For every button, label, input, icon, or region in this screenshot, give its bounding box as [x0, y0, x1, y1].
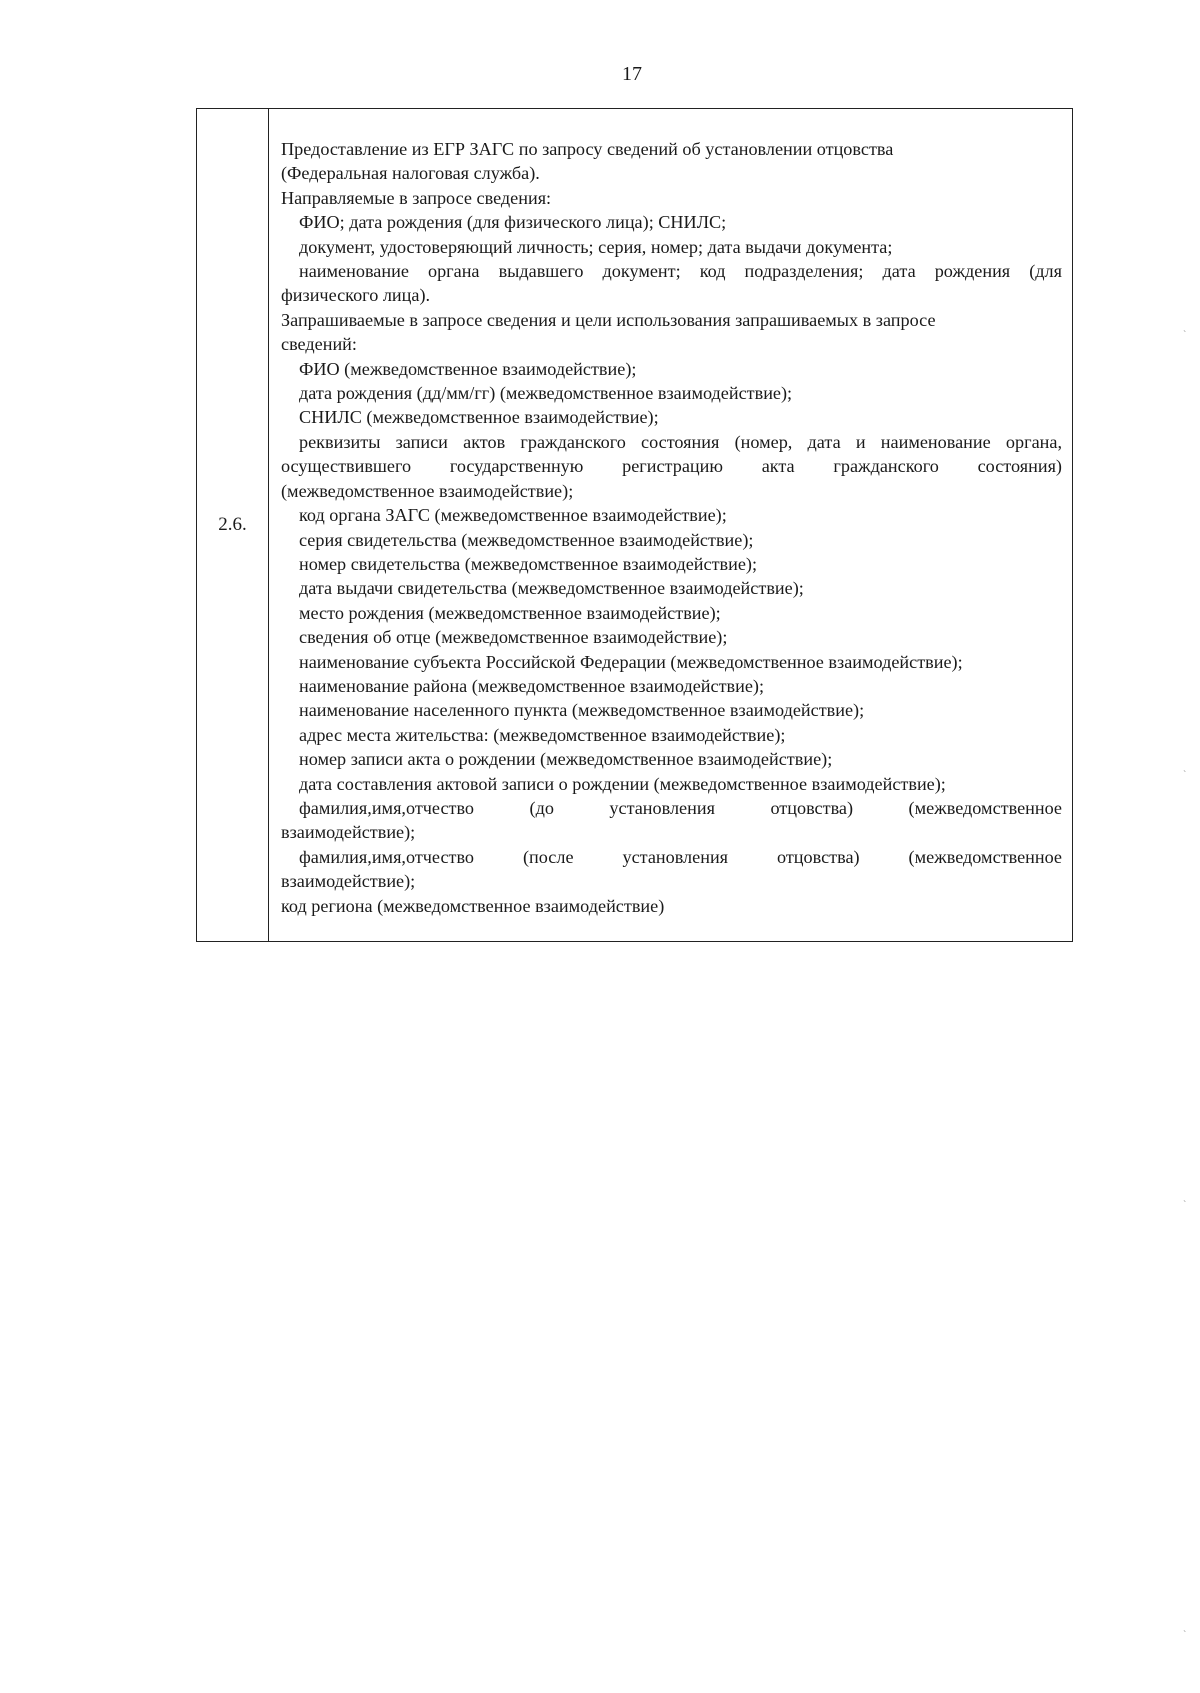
- scan-mark: ˋ: [1183, 1630, 1187, 1641]
- content-line: дата рождения (дд/мм/гг) (межведомственное взаимодействие);: [299, 383, 793, 404]
- content-line: серия свидетельства (межведомственное взаимодействие);: [299, 529, 754, 550]
- content-line: Предоставление из ЕГР ЗАГС по запросу сведений об установлении отцовства: [281, 139, 894, 159]
- row-number: 2.6.: [218, 514, 247, 535]
- content-line: фамилия,имя,отчество (после установления отцовства) (межведомственное: [299, 846, 1062, 867]
- content-line: (Федеральная налоговая служба).: [281, 163, 540, 184]
- content-line: наименование населенного пункта (межведомственное взаимодействие);: [299, 700, 865, 721]
- document-table: [196, 108, 1073, 942]
- content-line: осуществившего государственную регистрацию акта гражданского состояния): [281, 456, 1062, 477]
- content-line: (межведомственное взаимодействие);: [281, 480, 574, 501]
- content-line: Направляемые в запросе сведения:: [281, 187, 552, 208]
- content-line: взаимодействие);: [281, 871, 416, 892]
- content-line: фамилия,имя,отчество (до установления отцовства) (межведомственное: [299, 797, 1062, 818]
- content-line: адрес места жительства: (межведомственное взаимодействие);: [299, 724, 786, 745]
- content-line: ФИО; дата рождения (для физического лица); СНИЛС;: [299, 212, 727, 233]
- page-number: 17: [622, 63, 642, 85]
- content-line: сведений:: [281, 334, 357, 355]
- content-line: наименование района (межведомственное взаимодействие);: [299, 675, 765, 696]
- content-line: дата выдачи свидетельства (межведомственное взаимодействие);: [299, 578, 804, 599]
- scan-mark: ˋ: [1183, 330, 1187, 341]
- scan-mark: ˋ: [1183, 770, 1187, 781]
- content-line: место рождения (межведомственное взаимодействие);: [299, 602, 721, 623]
- content-line: дата составления актовой записи о рождении (межведомственное взаимодействие);: [299, 773, 946, 794]
- content-line: СНИЛС (межведомственное взаимодействие);: [299, 407, 659, 428]
- content-line: код органа ЗАГС (межведомственное взаимодействие);: [299, 505, 727, 526]
- content-line: документ, удостоверяющий личность; серия, номер; дата выдачи документа;: [299, 236, 893, 257]
- content-line: реквизиты записи актов гражданского состояния (номер, дата и наименование органа,: [299, 431, 1062, 452]
- content-line: физического лица).: [281, 285, 431, 306]
- content-line: ФИО (межведомственное взаимодействие);: [299, 358, 637, 379]
- content-line: наименование органа выдавшего документ; код подразделения; дата рождения (для: [299, 261, 1062, 282]
- content-line: код региона (межведомственное взаимодействие): [281, 895, 665, 916]
- content-line: Запрашиваемые в запросе сведения и цели использования запрашиваемых в запросе: [281, 309, 936, 330]
- row-number-cell: [197, 109, 269, 941]
- content-line: номер записи акта о рождении (межведомственное взаимодействие);: [299, 749, 833, 770]
- content-line: номер свидетельства (межведомственное взаимодействие);: [299, 553, 758, 574]
- content-line: взаимодействие);: [281, 822, 416, 843]
- scan-mark: ˋ: [1183, 1200, 1187, 1211]
- row-content-cell: [269, 109, 1072, 941]
- content-line: наименование субъекта Российской Федерации (межведомственное взаимодействие);: [299, 651, 963, 672]
- content-line: сведения об отце (межведомственное взаимодействие);: [299, 627, 728, 648]
